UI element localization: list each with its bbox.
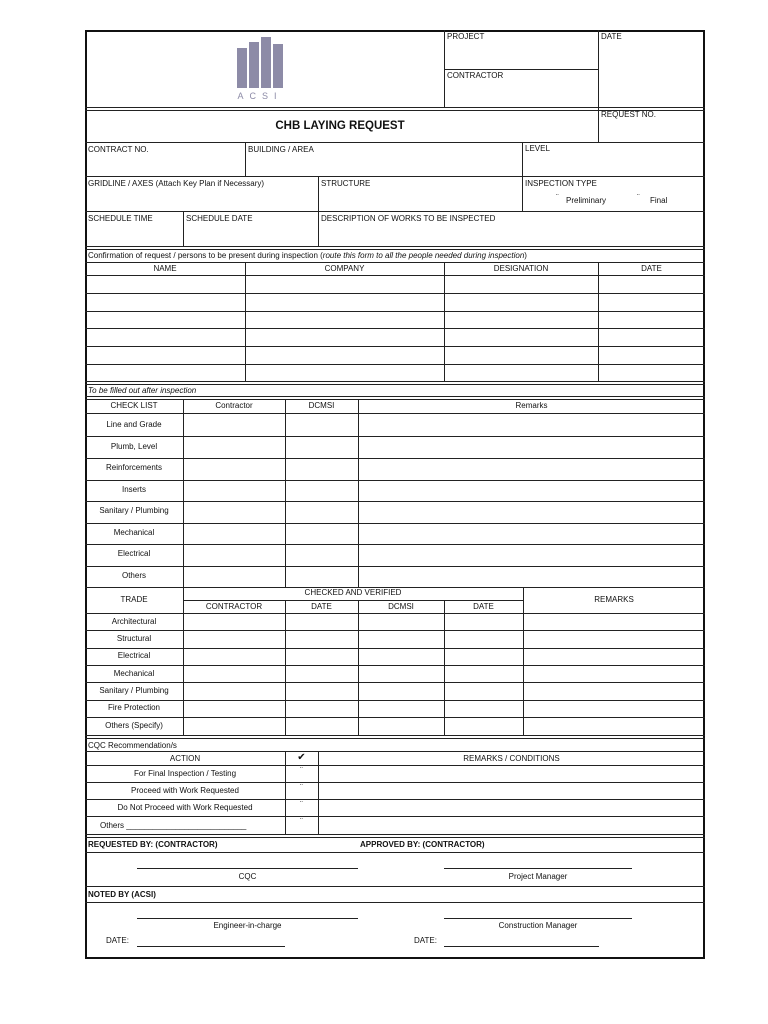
trade-item: Fire Protection: [107, 703, 161, 712]
dcmsi-header: DCMSI: [308, 401, 335, 410]
preliminary-checkbox[interactable]: ¨: [556, 193, 559, 202]
trade-item: Mechanical: [113, 669, 155, 678]
preliminary-label: Preliminary: [566, 196, 607, 205]
engineer-signatory: Engineer-in-charge: [213, 921, 282, 930]
final-label: Final: [650, 196, 668, 205]
contractor-header: Contractor: [215, 401, 253, 410]
checklist-header: CHECK LIST: [110, 401, 158, 410]
date-label-cm: DATE:: [414, 936, 437, 945]
col-header-company: COMPANY: [324, 264, 365, 273]
inspection-type-label: INSPECTION TYPE: [525, 179, 597, 188]
requested-by-label: REQUESTED BY: (CONTRACTOR): [88, 840, 218, 849]
checklist-item: Line and Grade: [106, 420, 162, 429]
remarks-conditions-header: REMARKS / CONDITIONS: [463, 754, 560, 763]
check-mark-icon: ✔: [297, 752, 306, 763]
schedule-time-label: SCHEDULE TIME: [88, 214, 153, 223]
schedule-date-label: SCHEDULE DATE: [186, 214, 253, 223]
cqc-action-item: Others ___________________________: [100, 821, 247, 830]
cqc-signatory: CQC: [238, 872, 257, 881]
cqc-checkbox[interactable]: ¨: [300, 783, 303, 792]
cqc-action-item: For Final Inspection / Testing: [133, 769, 237, 778]
approved-by-label: APPROVED BY: (CONTRACTOR): [360, 840, 485, 849]
trade-item: Architectural: [111, 617, 157, 626]
logo-bar: [273, 44, 283, 88]
cm-signature-line[interactable]: [444, 918, 632, 919]
logo-bar: [261, 37, 271, 88]
request-no-label: REQUEST NO.: [601, 110, 656, 119]
sub-date-header: DATE: [473, 602, 494, 611]
date-label-engineer: DATE:: [106, 936, 129, 945]
cqc-checkbox[interactable]: ¨: [300, 766, 303, 775]
checklist-item: Inserts: [121, 485, 146, 494]
col-header-date: DATE: [641, 264, 662, 273]
action-header: ACTION: [169, 754, 201, 763]
sub-dcmsi-header: DCMSI: [388, 602, 414, 611]
construction-manager-signatory: Construction Manager: [498, 921, 578, 930]
final-checkbox[interactable]: ¨: [637, 193, 640, 202]
page-title: CHB LAYING REQUEST: [275, 120, 405, 132]
building-area-label: BUILDING / AREA: [248, 145, 314, 154]
noted-by-label: NOTED BY (ACSI): [88, 890, 156, 899]
sub-date-header: DATE: [311, 602, 332, 611]
trade-remarks-header: REMARKS: [594, 595, 634, 604]
date-label: DATE: [601, 32, 622, 41]
description-label: DESCRIPTION OF WORKS TO BE INSPECTED: [321, 214, 496, 223]
confirmation-text: Confirmation of request / persons to be present during inspection (route this form to all the people needed during inspection): [88, 251, 527, 260]
contract-no-label: CONTRACT NO.: [88, 145, 149, 154]
sub-contractor-header: CONTRACTOR: [205, 602, 263, 611]
cm-date-line[interactable]: [444, 946, 599, 947]
logo-bar: [249, 42, 259, 88]
level-label: LEVEL: [525, 144, 550, 153]
checked-verified-header: CHECKED AND VERIFIED: [304, 588, 402, 597]
structure-label: STRUCTURE: [321, 179, 371, 188]
trade-item: Electrical: [117, 651, 151, 660]
cqc-checkbox[interactable]: ¨: [300, 817, 303, 826]
remarks-header: Remarks: [515, 401, 548, 410]
trade-item: Structural: [116, 634, 152, 643]
gridline-label: GRIDLINE / AXES (Attach Key Plan if Necessary): [88, 179, 265, 188]
checklist-item: Others: [121, 571, 146, 580]
col-header-designation: DESIGNATION: [493, 264, 549, 273]
checklist-item: Plumb, Level: [110, 442, 158, 451]
trade-item: Sanitary / Plumbing: [99, 686, 169, 695]
logo-bar: [237, 48, 247, 88]
cqc-action-item: Do Not Proceed with Work Requested: [117, 803, 253, 812]
col-header-name: NAME: [153, 264, 177, 273]
cqc-checkbox[interactable]: ¨: [300, 800, 303, 809]
checklist-item: Sanitary / Plumbing: [99, 506, 169, 515]
cqc-action-item: Proceed with Work Requested: [131, 786, 239, 795]
engineer-date-line[interactable]: [137, 946, 285, 947]
checklist-item: Mechanical: [113, 528, 155, 537]
pm-signature-line[interactable]: [444, 868, 632, 869]
cqc-recommendation-label: CQC Recommendation/s: [88, 741, 177, 750]
trade-item: Others (Specify): [105, 721, 163, 730]
checklist-item: Reinforcements: [105, 463, 163, 472]
after-inspection-label: To be filled out after inspection: [88, 386, 197, 395]
contractor-label: CONTRACTOR: [447, 71, 504, 80]
checklist-item: Electrical: [117, 549, 151, 558]
project-label: PROJECT: [447, 32, 485, 41]
engineer-signature-line[interactable]: [137, 918, 358, 919]
cqc-signature-line[interactable]: [137, 868, 358, 869]
project-manager-signatory: Project Manager: [508, 872, 568, 881]
logo-text: ACSI: [237, 91, 283, 101]
trade-header: TRADE: [120, 595, 148, 604]
